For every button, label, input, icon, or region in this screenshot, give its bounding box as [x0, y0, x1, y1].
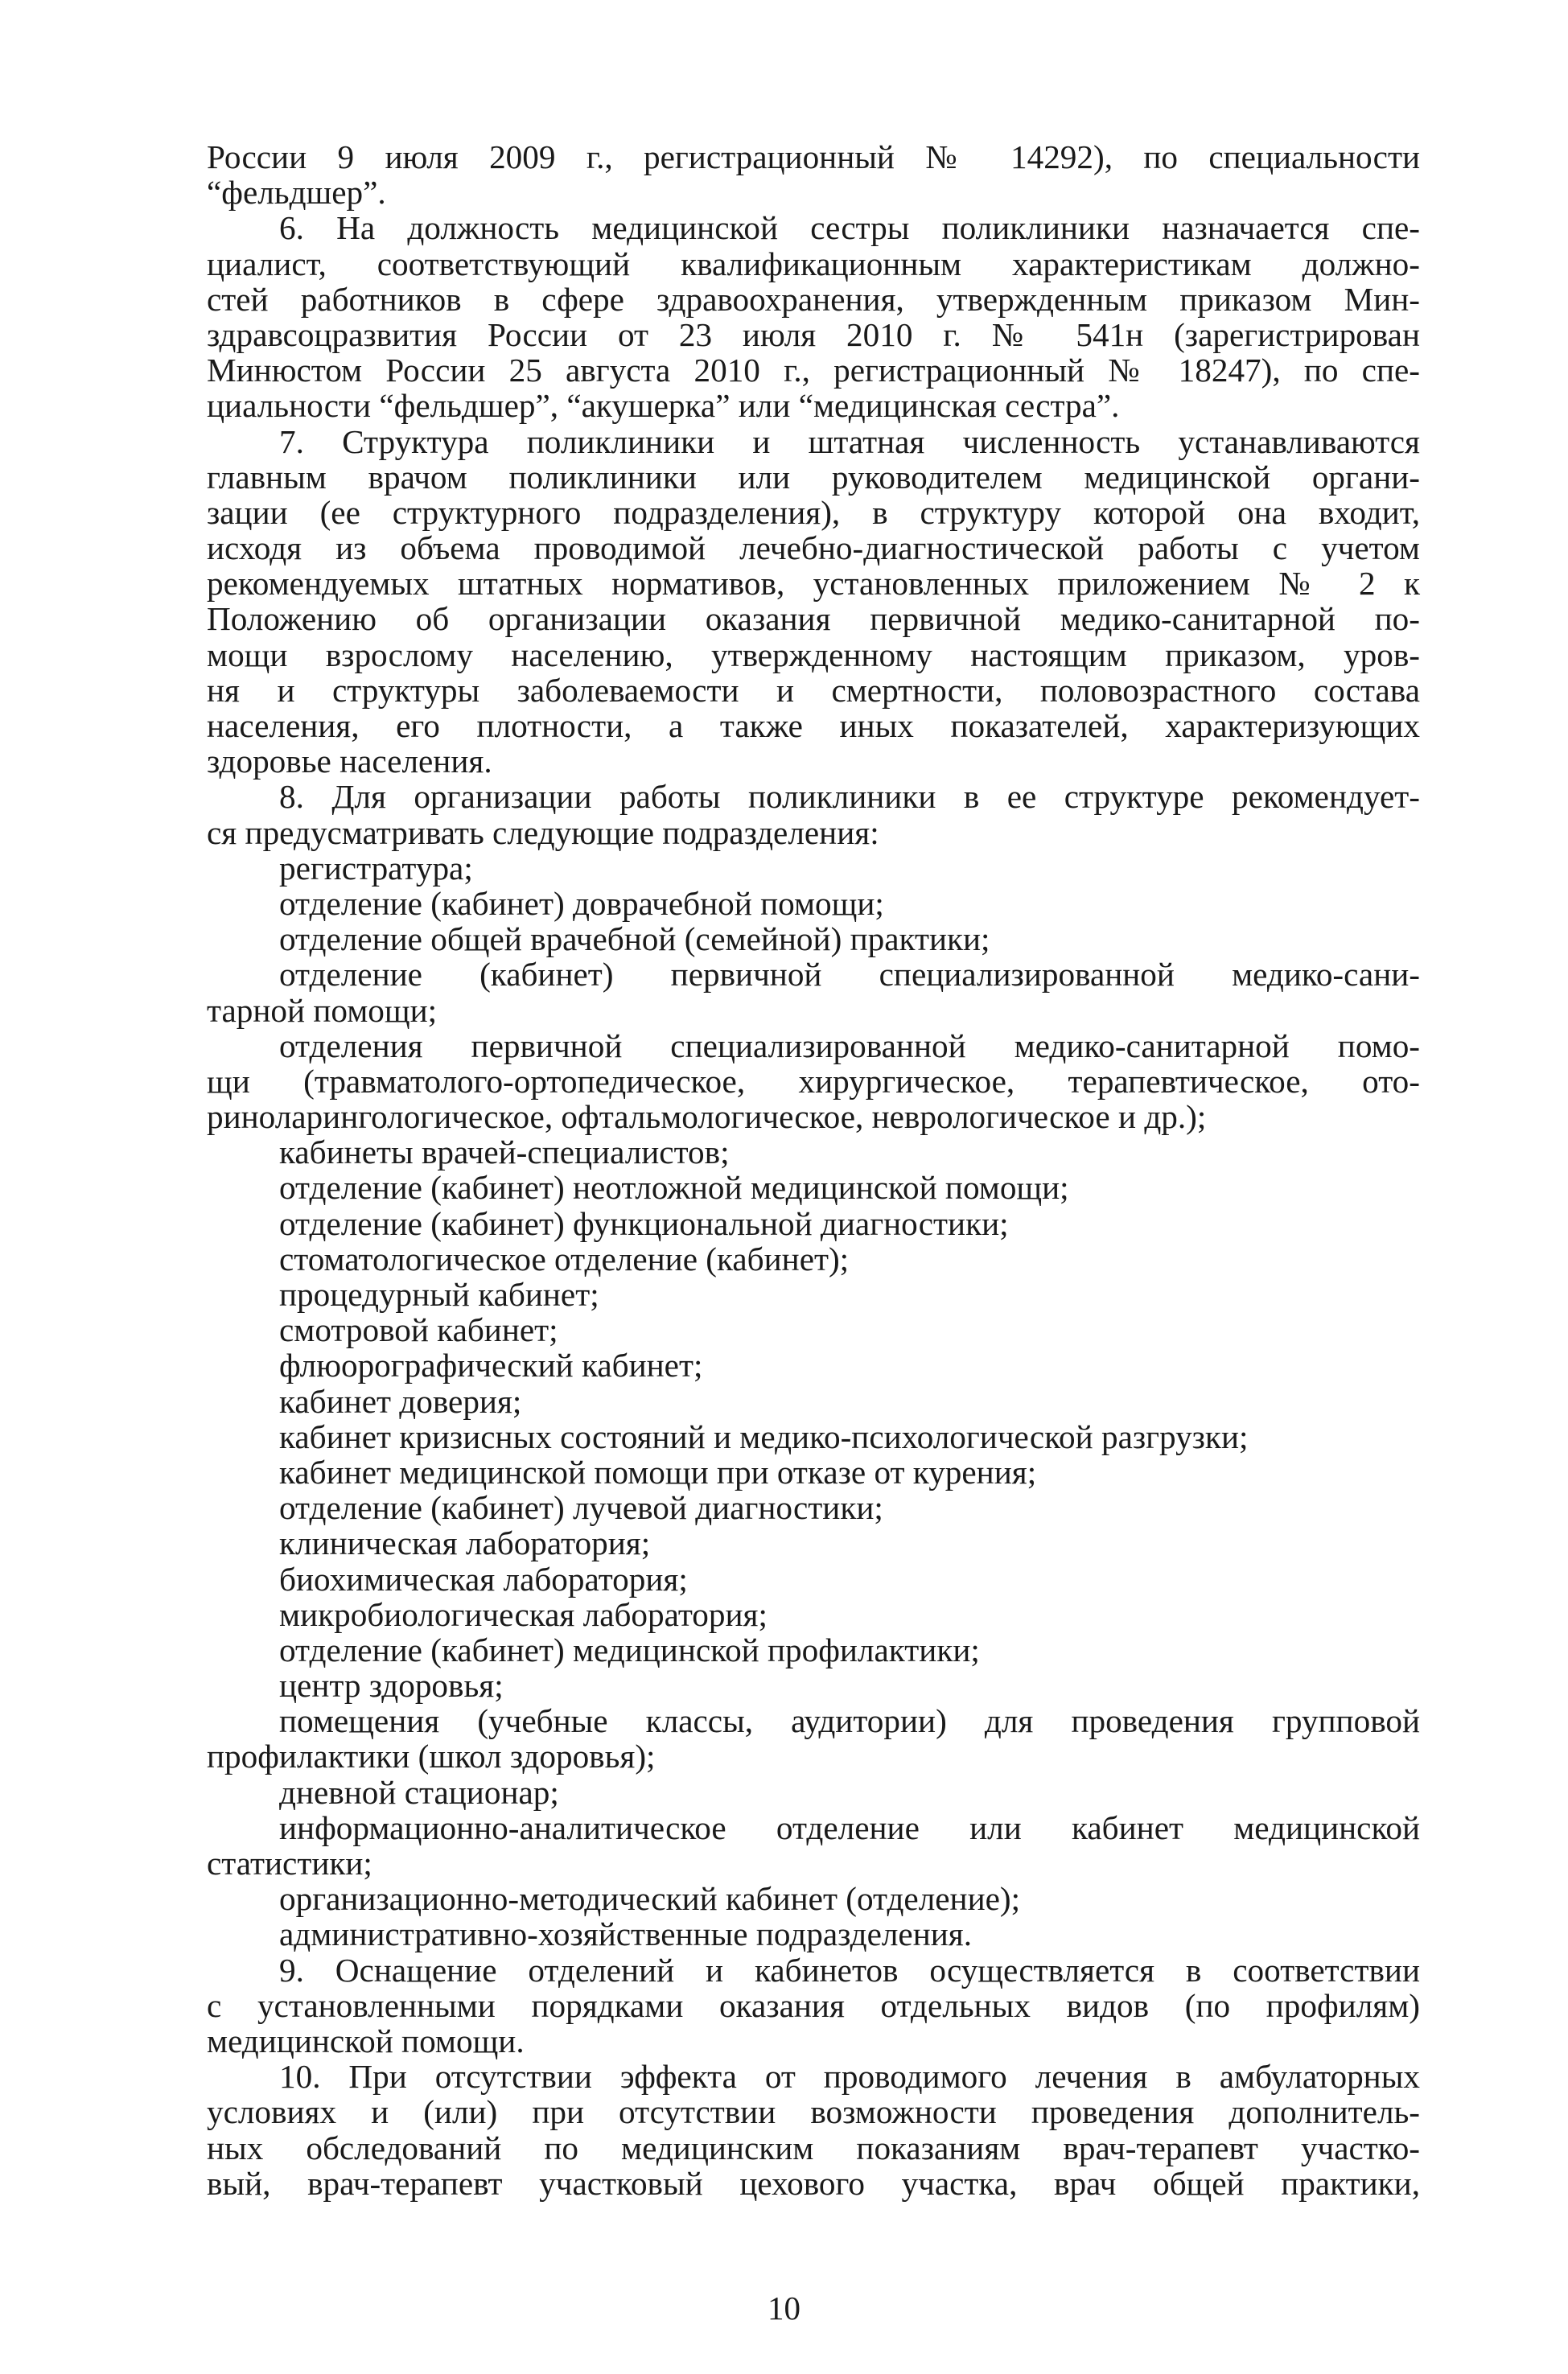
text-line: административно-хозяйственные подразделения. — [279, 1915, 973, 1953]
text-line: главным врачом поликлиники или руководителем медицинской органи- — [207, 458, 1420, 496]
text-line: клиническая лаборатория; — [279, 1524, 651, 1562]
text-line: 7. Структура поликлиники и штатная численность устанавливаются — [279, 422, 1420, 460]
paragraph — [207, 1312, 1420, 1347]
text-line: 8. Для организации работы поликлиники в ее структуре рекомендует- — [279, 778, 1420, 816]
text-line: процедурный кабинет; — [279, 1276, 599, 1313]
paragraph — [207, 1561, 1420, 1597]
paragraph — [207, 1952, 1420, 2059]
paragraph — [207, 1632, 1420, 1668]
text-line: Положению об организации оказания первичной медико-санитарной по- — [207, 600, 1420, 638]
text-line: флюорографический кабинет; — [279, 1347, 703, 1384]
text-line: населения, его плотности, а также иных показателей, характеризующих — [207, 707, 1420, 744]
text-line: мощи взрослому населению, утвержденному настоящим приказом, уров- — [207, 636, 1420, 673]
paragraph — [207, 1170, 1420, 1205]
text-line: профилактики (школ здоровья); — [207, 1738, 656, 1775]
text-line: организационно-методический кабинет (отделение); — [279, 1880, 1021, 1918]
text-line: условиях и (или) при отсутствии возможности проведения дополнитель- — [207, 2093, 1420, 2131]
text-line: биохимическая лаборатория; — [279, 1560, 688, 1598]
paragraph — [207, 779, 1420, 850]
paragraph — [207, 921, 1420, 957]
paragraph — [207, 1419, 1420, 1454]
text-line: исходя из объема проводимой лечебно-диагностической работы с учетом — [207, 529, 1420, 567]
paragraph — [207, 1881, 1420, 1916]
text-line: отделение (кабинет) лучевой диагностики; — [279, 1489, 883, 1527]
text-line: ных обследований по медицинским показаниям врач-терапевт участко- — [207, 2129, 1420, 2166]
paragraph — [207, 1206, 1420, 1241]
text-line: отделение (кабинет) доврачебной помощи; — [279, 884, 884, 922]
text-line: вый, врач-терапевт участковый цехового участка, врач общей практики, — [207, 2164, 1420, 2202]
text-line: регистратура; — [279, 849, 473, 887]
text-line: отделение (кабинет) неотложной медицинской помощи; — [279, 1169, 1069, 1207]
paragraph — [207, 1703, 1420, 1774]
text-line: стей работников в сфере здравоохранения, утвержденным приказом Мин- — [207, 280, 1420, 318]
text-line: помещения (учебные классы, аудитории) для проведения групповой — [279, 1702, 1420, 1740]
paragraph — [207, 850, 1420, 886]
paragraph — [207, 1525, 1420, 1561]
text-line: отделения первичной специализированной медико-санитарной помо- — [279, 1027, 1420, 1064]
paragraph — [207, 1347, 1420, 1383]
text-line: щи (травматолого-ортопедическое, хирургическое, терапевтическое, ото- — [207, 1062, 1420, 1100]
document-body — [207, 139, 1420, 2263]
text-line: отделение (кабинет) медицинской профилактики; — [279, 1631, 980, 1668]
paragraph — [207, 1384, 1420, 1419]
text-line: Минюстом России 25 августа 2010 г., регистрационный № 18247), по спе- — [207, 352, 1420, 389]
text-line: стоматологическое отделение (кабинет); — [279, 1240, 850, 1278]
text-line: отделение (кабинет) первичной специализированной медико-сани- — [279, 956, 1420, 994]
text-line: дневной стационар; — [279, 1773, 559, 1811]
text-line: риноларингологическое, офтальмологическое, неврологическое и др.); — [207, 1098, 1207, 1136]
text-line: 10. При отсутствии эффекта от проводимого лечения в амбулаторных — [279, 2058, 1420, 2096]
paragraph — [207, 2059, 1420, 2201]
paragraph — [207, 1775, 1420, 1810]
paragraph — [207, 1241, 1420, 1277]
paragraph — [207, 1028, 1420, 1135]
text-line: с установленными порядками оказания отдельных видов (по профилям) — [207, 1986, 1420, 2024]
text-line: кабинеты врачей-специалистов; — [279, 1134, 730, 1171]
text-line: ня и структуры заболеваемости и смертности, половозрастного состава — [207, 671, 1420, 709]
text-line: кабинет кризисных состояний и медико-психологической разгрузки; — [279, 1417, 1249, 1455]
paragraph — [207, 424, 1420, 780]
text-line: информационно-аналитическое отделение или кабинет медицинской — [279, 1808, 1420, 1846]
paragraph — [207, 1134, 1420, 1170]
paragraph — [207, 210, 1420, 423]
paragraph — [207, 1277, 1420, 1312]
text-line: рекомендуемых штатных нормативов, установленных приложением № 2 к — [207, 565, 1420, 603]
paragraph — [207, 1597, 1420, 1632]
text-line: здравсоцразвития России от 23 июля 2010 г. № 541н (зарегистрирован — [207, 315, 1420, 353]
page-number: 10 — [768, 2290, 800, 2327]
paragraph — [207, 886, 1420, 921]
text-line: смотровой кабинет; — [279, 1311, 558, 1349]
text-line: тарной помощи; — [207, 991, 438, 1029]
text-line: кабинет медицинской помощи при отказе от курения; — [279, 1453, 1037, 1491]
text-line: “фельдшер”. — [207, 174, 386, 212]
text-line: центр здоровья; — [279, 1667, 504, 1705]
text-line: ся предусматривать следующие подразделения: — [207, 813, 879, 851]
text-line: медицинской помощи. — [207, 2022, 525, 2059]
paragraph — [207, 1668, 1420, 1703]
text-line: 9. Оснащение отделений и кабинетов осуществляется в соответствии — [279, 1951, 1420, 1989]
text-line: микробиологическая лаборатория; — [279, 1595, 768, 1633]
paragraph — [207, 139, 1420, 210]
text-line: зации (ее структурного подразделения), в структуру которой она входит, — [207, 493, 1420, 531]
text-line: отделение общей врачебной (семейной) практики; — [279, 920, 990, 958]
paragraph — [207, 1454, 1420, 1490]
text-line: статистики; — [207, 1845, 372, 1882]
text-line: циалист, соответствующий квалификационным характеристикам должно- — [207, 245, 1420, 282]
paragraph — [207, 1916, 1420, 1952]
paragraph — [207, 1810, 1420, 1881]
text-line: 6. На должность медицинской сестры поликлиники назначается спе- — [279, 209, 1420, 247]
paragraph — [207, 1490, 1420, 1525]
text-line: России 9 июля 2009 г., регистрационный № 14292), по специальности — [207, 138, 1420, 175]
text-line: циальности “фельдшер”, “акушерка” или “медицинская сестра”. — [207, 387, 1120, 425]
text-line: кабинет доверия; — [279, 1382, 522, 1420]
text-line: здоровье населения. — [207, 743, 492, 780]
text-line: отделение (кабинет) функциональной диагностики; — [279, 1204, 1009, 1242]
paragraph — [207, 957, 1420, 1027]
